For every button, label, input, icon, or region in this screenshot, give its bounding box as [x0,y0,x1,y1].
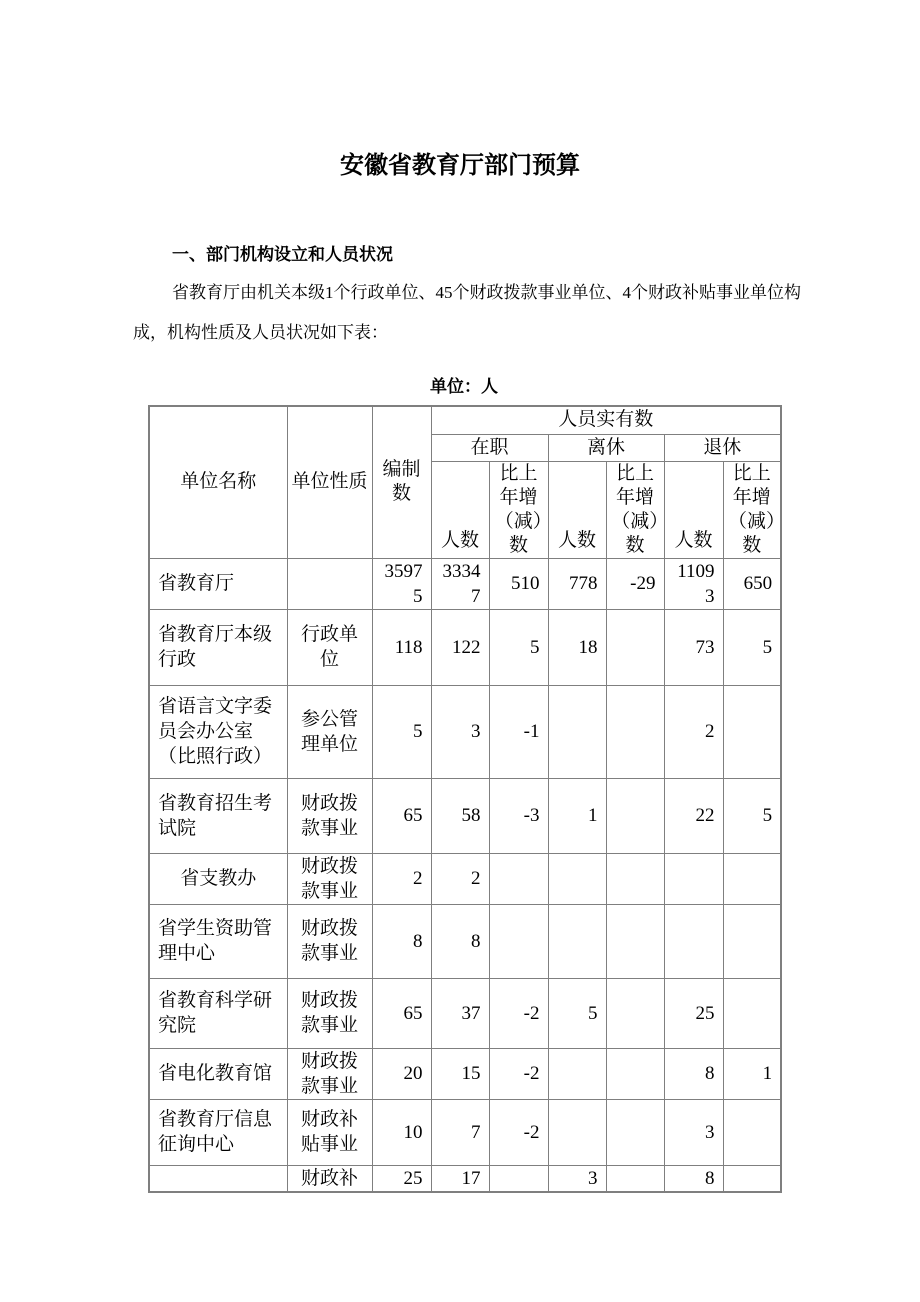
value-cell: 1 [548,778,606,853]
table-row [149,609,781,685]
value-cell [548,1099,606,1165]
value-cell [548,1048,606,1099]
unit-type-cell: 参公管理单位 [287,685,372,778]
value-cell: 650 [723,558,781,609]
header-active-count: 人数 [431,461,489,558]
unit-name-cell [149,1165,287,1192]
table-row [149,778,781,853]
value-cell: -29 [606,558,664,609]
value-cell: 22 [664,778,723,853]
value-cell: 5 [723,778,781,853]
value-cell: 3 [664,1099,723,1165]
value-cell: 122 [431,609,489,685]
header-quota: 编制数 [372,406,431,558]
unit-type-cell: 财政拨款事业 [287,778,372,853]
unit-name-cell: 省教育厅信息征询中心 [149,1099,287,1165]
value-cell [606,853,664,904]
value-cell: 7 [431,1099,489,1165]
value-cell: -2 [489,978,548,1048]
unit-name-cell: 省支教办 [149,853,287,904]
unit-name-cell: 省学生资助管理中心 [149,904,287,978]
header-lixiu-delta: 比上年增（减）数 [606,461,664,558]
table-row [149,1099,781,1165]
value-cell [606,1165,664,1192]
unit-name-cell: 省教育科学研究院 [149,978,287,1048]
value-cell: 5 [548,978,606,1048]
value-cell [723,904,781,978]
value-cell [489,904,548,978]
value-cell: -3 [489,778,548,853]
header-lixiu-count: 人数 [548,461,606,558]
value-cell: 33347 [431,558,489,609]
value-cell [723,853,781,904]
value-cell: 65 [372,978,431,1048]
value-cell [723,1165,781,1192]
table-row [149,1165,781,1192]
unit-type-cell: 财政拨款事业 [287,853,372,904]
value-cell: 8 [664,1048,723,1099]
value-cell: 2 [664,685,723,778]
value-cell: 8 [372,904,431,978]
value-cell: 25 [664,978,723,1048]
table-row [149,853,781,904]
value-cell [606,1099,664,1165]
value-cell [723,1099,781,1165]
value-cell: 25 [372,1165,431,1192]
value-cell: 11093 [664,558,723,609]
staffing-table-body [149,558,781,1192]
value-cell [548,904,606,978]
value-cell [489,1165,548,1192]
value-cell [664,904,723,978]
value-cell [723,978,781,1048]
unit-name-cell: 省教育厅本级行政 [149,609,287,685]
value-cell: 17 [431,1165,489,1192]
value-cell: 3 [548,1165,606,1192]
unit-type-cell [287,558,372,609]
staffing-table [148,405,782,1193]
value-cell [606,1048,664,1099]
header-retired-count: 人数 [664,461,723,558]
section-heading: 一、部门机构设立和人员状况 [172,245,393,264]
value-cell: 778 [548,558,606,609]
value-cell: 20 [372,1048,431,1099]
value-cell [606,778,664,853]
value-cell [606,978,664,1048]
table-row [149,558,781,609]
value-cell: 8 [664,1165,723,1192]
value-cell: 5 [489,609,548,685]
table-row [149,978,781,1048]
value-cell [606,904,664,978]
staffing-table-header [149,406,781,558]
unit-type-cell: 财政补贴事业 [287,1099,372,1165]
header-group-active: 在职 [431,434,548,461]
header-unit-name: 单位名称 [149,406,287,558]
value-cell: 8 [431,904,489,978]
unit-name-cell: 省电化教育馆 [149,1048,287,1099]
unit-name-cell: 省教育招生考试院 [149,778,287,853]
value-cell: 35975 [372,558,431,609]
header-group-retired: 退休 [664,434,781,461]
value-cell [489,853,548,904]
unit-type-cell: 财政补 [287,1165,372,1192]
intro-paragraph: 省教育厅由机关本级1个行政单位、45个财政拨款事业单位、4个财政补贴事业单位构成，机构性质及人员状况如下表： [133,283,801,342]
value-cell: 3 [431,685,489,778]
unit-name-cell: 省教育厅 [149,558,287,609]
header-unit-type: 单位性质 [287,406,372,558]
value-cell: 2 [431,853,489,904]
value-cell: 73 [664,609,723,685]
unit-type-cell: 财政拨款事业 [287,978,372,1048]
value-cell: -1 [489,685,548,778]
value-cell: 37 [431,978,489,1048]
document-title: 安徽省教育厅部门预算 [340,153,580,179]
value-cell: 5 [372,685,431,778]
header-actual-count: 人员实有数 [431,406,781,434]
table-row [149,1048,781,1099]
value-cell: 18 [548,609,606,685]
value-cell [548,685,606,778]
header-group-lixiu: 离休 [548,434,664,461]
header-row-1 [149,406,781,434]
unit-type-cell: 财政拨款事业 [287,1048,372,1099]
table-unit-label: 单位：人 [430,377,498,396]
header-active-delta: 比上年增（减）数 [489,461,548,558]
value-cell: 118 [372,609,431,685]
value-cell: 1 [723,1048,781,1099]
value-cell: 58 [431,778,489,853]
value-cell: 10 [372,1099,431,1165]
value-cell [723,685,781,778]
value-cell: 2 [372,853,431,904]
value-cell [606,609,664,685]
value-cell [548,853,606,904]
unit-name-cell: 省语言文字委员会办公室（比照行政） [149,685,287,778]
value-cell: 5 [723,609,781,685]
unit-type-cell: 财政拨款事业 [287,904,372,978]
value-cell: -2 [489,1048,548,1099]
header-retired-delta: 比上年增（减）数 [723,461,781,558]
value-cell: 15 [431,1048,489,1099]
value-cell [664,853,723,904]
table-row [149,904,781,978]
value-cell: 510 [489,558,548,609]
unit-type-cell: 行政单位 [287,609,372,685]
value-cell [606,685,664,778]
value-cell: 65 [372,778,431,853]
table-row [149,685,781,778]
value-cell: -2 [489,1099,548,1165]
